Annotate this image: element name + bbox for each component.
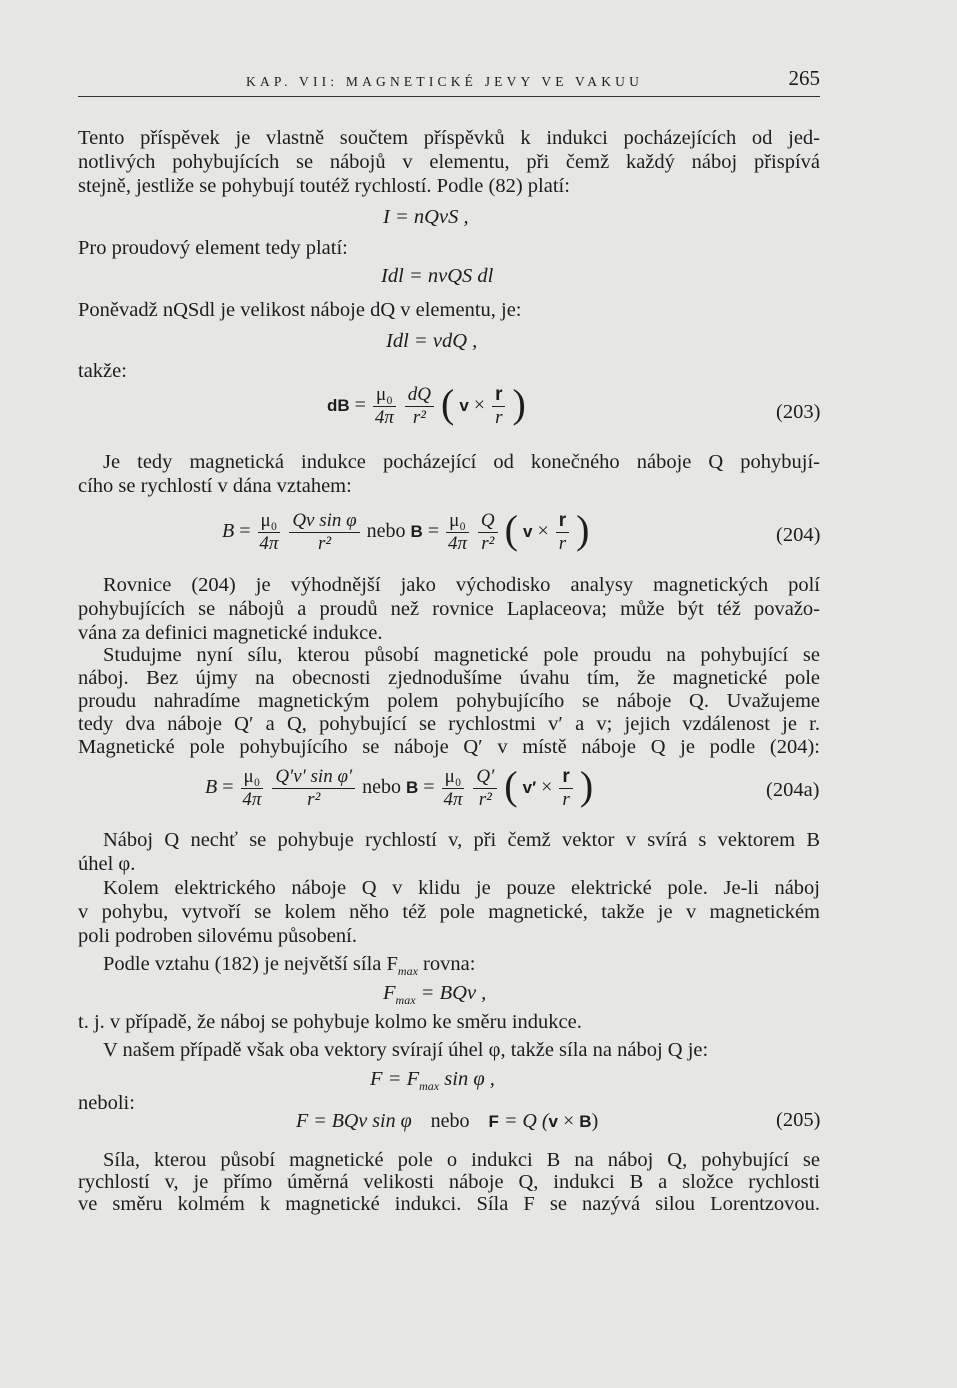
eq204-mu0: μ₀ [258,510,281,533]
paragraph-1-line-1: Tento příspěvek je vlastně součtem příspěvků k indukci pocházejících od jed- [78,127,820,149]
equation-205 [296,1110,598,1133]
paragraph-6-line-3: poli podroben silovému působení. [78,925,358,947]
eq205-nebo: nebo [430,1110,470,1132]
paragraph-2-line-2: cího se rychlostí v dána vztahem: [78,475,352,497]
eq204-equals-2: = [427,519,440,542]
eq-fmax-F: F [383,982,396,1004]
eq204a-Bvec: B [406,777,419,797]
text-ponevadz: Poněvadž nQSdl je velikost náboje dQ v elementu, je: [78,299,522,321]
eq204a-nebo: nebo [362,775,402,798]
eq204-nebo: nebo [366,519,406,542]
paragraph-10-line-3: ve směru kolmém k magnetické indukci. Síla F se nazývá silou Lorentzovou. [78,1193,820,1215]
eq204-frac-q [478,510,498,555]
running-head: KAP. VII: MAGNETICKÉ JEVY VE VAKUU [246,74,644,89]
eq203-r-vec: r [492,384,505,407]
eq204a-4pi-2: 4π [443,788,463,810]
eq203-dQ: dQ [405,384,434,407]
paragraph-4-line-3: proudu nahradíme magnetickým polem pohybujícího se náboje Q. Uvažujeme [78,690,820,712]
text-pro-proudovy: Pro proudový element tedy platí: [78,237,348,259]
eq204-Q: Q [478,510,498,533]
eq205-B: B [579,1112,592,1131]
eq204-4pi: 4π [259,532,279,554]
equation-203 [327,381,526,429]
eq204a-num: Q′v′ sin φ′ [272,766,355,789]
paragraph-5-line-1: Náboj Q nechť se pohybuje rychlostí v, při čemž vektor v svírá s vektorem B [103,829,820,851]
eq204-4pi-2: 4π [448,532,468,554]
equation-idl-vdq: Idl = vdQ , [386,330,478,352]
equation-number-204a: (204a) [766,779,820,801]
eq203-v: v [459,395,469,415]
text-takze: takže: [78,360,127,382]
paragraph-4-line-2: náboj. Bez újmy na obecnosti zjednodušíme úvahu tím, že magnetické pole [78,667,820,689]
eq-f-a: F = F [370,1068,420,1090]
eq203-frac-dq [405,384,434,429]
eq203-left-paren: ( [441,381,455,427]
text-neboli: neboli: [78,1092,135,1114]
equation-number-205: (205) [776,1109,821,1131]
paragraph-7-sub: max [397,964,418,978]
eq204a-r2-2: r² [478,788,492,810]
eq204a-B: B [205,775,218,798]
paragraph-3-line-2: pohybujících se nábojů a proudů než rovnice Laplaceova; může být též považo- [78,598,820,620]
eq203-equals: = [354,393,366,416]
eq205-b: = Q ( [503,1110,549,1132]
paragraph-10-line-2: rychlostí v, je přímo úměrná velikosti náboje Q, indukci B a složce rychlosti [78,1171,820,1193]
eq204a-equals: = [222,775,234,798]
eq204-frac-r [556,510,569,555]
eq204a-Q: Q′ [473,766,497,789]
paragraph-2-line-1: Je tedy magnetická indukce pocházející od konečného náboje Q pohybují- [103,451,820,473]
paragraph-8: t. j. v případě, že náboj se pohybuje kolmo ke směru indukce. [78,1011,582,1033]
eq205-times: × [563,1110,575,1132]
eq204-left-paren: ( [504,507,518,553]
eq204a-r-scalar: r [562,788,570,810]
paragraph-9: V našem případě však oba vektory svírají úhel φ, takže síla na náboj Q je: [103,1039,709,1061]
eq204a-left-paren: ( [504,763,518,809]
eq203-mu0: μ₀ [373,384,396,407]
eq203-right-paren: ) [512,381,526,427]
eq-fmax-sub: max [395,993,416,1007]
equation-f [370,1068,495,1093]
eq204a-mu0: μ₀ [241,766,264,789]
eq204-r-vec: r [556,510,569,533]
paragraph-3-line-3: vána za definici magnetické indukce. [78,622,383,644]
paragraph-4-line-4: tedy dva náboje Q′ a Q, pohybující se rychlostmi v′ a v; jejich vzdálenost je r. [78,713,820,735]
eq-f-sub: max [419,1079,440,1093]
eq203-frac-mu [373,384,396,429]
equation-fmax [383,982,487,1007]
eq204a-frac-r [559,766,572,811]
eq205-v: v [548,1112,559,1131]
eq204-r2: r² [317,532,332,554]
paragraph-1-line-3: stejně, jestliže se pohybují toutéž rychlostí. Podle (82) platí: [78,175,570,197]
eq203-r2: r² [412,406,426,428]
eq204-num: Qv sin φ [289,510,359,533]
eq204a-mu0-2: μ₀ [442,766,465,789]
eq204a-frac-mu-2 [442,766,465,811]
eq205-close: ) [591,1110,599,1132]
eq-f-b: sin φ , [439,1068,495,1090]
eq204a-frac-qv [272,766,355,811]
paragraph-3-line-1: Rovnice (204) je výhodnější jako východisko analysy magnetických polí [103,574,820,596]
eq205-a: F = BQv sin φ [296,1110,412,1132]
eq-fmax-rest: = BQv , [415,982,487,1004]
eq204-r-scalar: r [558,532,567,554]
eq204a-r2: r² [307,788,321,810]
eq205-F: F [488,1112,499,1131]
eq204-v: v [522,521,533,541]
eq204-frac-mu [258,510,281,555]
paragraph-1-line-2: notlivých pohybujících se nábojů v elementu, při čemž každý náboj přispívá [78,151,820,173]
paragraph-7 [103,953,476,978]
eq204-B: B [222,519,235,542]
equation-number-203: (203) [776,401,821,423]
equation-204 [222,507,590,555]
equation-204a [205,763,594,811]
paragraph-10-line-1: Síla, kterou působí magnetické pole o indukci B na náboj Q, pohybující se [103,1149,820,1171]
eq204a-frac-q [473,766,497,811]
eq204-frac-qv [289,510,359,555]
eq204-right-paren: ) [576,507,590,553]
eq204-equals: = [239,519,251,542]
equation-current-element: Idl = nvQS dl [381,265,494,287]
eq204a-times: × [541,775,553,798]
page-number: 265 [788,66,820,90]
eq203-dB: dB [327,395,350,415]
paragraph-7-text: Podle vztahu (182) je největší síla F [103,953,398,975]
eq204-frac-mu-2 [446,510,469,555]
eq204a-r-vec: r [559,766,572,789]
eq204-r2-2: r² [481,532,495,554]
eq204-Bvec: B [410,521,423,541]
eq204a-v: v′ [522,777,537,797]
paragraph-4-line-1: Studujme nyní sílu, kterou působí magnetické pole proudu na pohybující se [103,644,820,666]
eq203-4pi: 4π [374,406,394,428]
paragraph-4-line-5: Magnetické pole pohybujícího se náboje Q′ v místě náboje Q je podle (204): [78,736,820,758]
eq204a-right-paren: ) [579,763,594,809]
eq203-r-scalar: r [495,406,503,428]
eq203-frac-r [492,384,505,429]
paragraph-7-text-b: rovna: [417,953,476,975]
equation-number-204: (204) [776,524,821,546]
eq203-times: × [473,393,486,416]
eq204a-frac-mu [241,766,264,811]
paragraph-5-line-2: úhel φ. [78,853,136,875]
eq204-times: × [537,519,549,542]
eq204a-equals-2: = [423,775,435,798]
paragraph-6-line-2: v pohybu, vytvoří se kolem něho též pole magnetické, takže je v magnetickém [78,901,820,923]
equation-current: I = nQvS , [383,206,469,228]
eq204a-4pi: 4π [242,788,262,810]
eq204-mu0-2: μ₀ [446,510,469,533]
page-header [78,66,820,97]
paragraph-6-line-1: Kolem elektrického náboje Q v klidu je pouze elektrické pole. Je-li náboj [103,877,820,899]
